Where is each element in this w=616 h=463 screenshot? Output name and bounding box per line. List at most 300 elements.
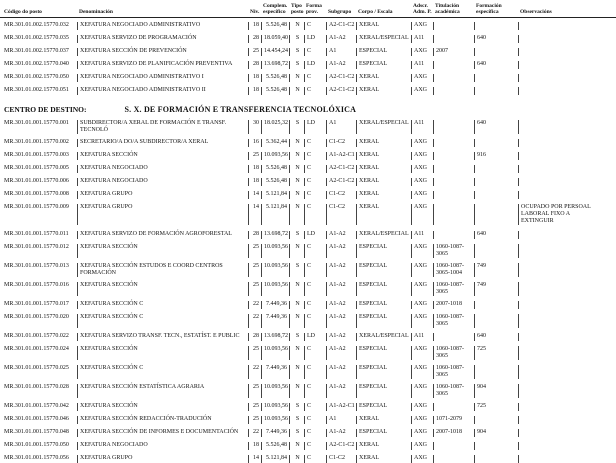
cell-niv: 30 bbox=[248, 120, 261, 134]
cell-titulacion bbox=[433, 139, 474, 147]
cell-subgrupo: A1-A2 bbox=[326, 429, 356, 437]
cell-formacion: 749 bbox=[474, 282, 518, 296]
table-row bbox=[0, 87, 616, 95]
cell-denominacion: XEFATURA SECCIÓN DE PREVENCIÓN bbox=[77, 48, 248, 56]
cell-niv: 22 bbox=[248, 301, 261, 309]
cell-adscr: AXG bbox=[411, 22, 433, 30]
cell-observacions bbox=[518, 22, 616, 30]
cell-titulacion bbox=[433, 204, 474, 225]
cell-observacions bbox=[518, 87, 616, 95]
centro-de-destino-title: S. X. DE FORMACIÓN E TRANSFERENCIA TECNOLÓXICA bbox=[124, 105, 357, 114]
cell-titulacion bbox=[433, 403, 474, 411]
cell-titulacion: 1060-1087-3065 bbox=[433, 384, 474, 398]
cell-codigo: MR.301.01.002.15770.032 bbox=[4, 22, 69, 28]
cell-complem: 10.093,56 bbox=[261, 244, 289, 258]
cell-denominacion: XEFATURA GRUPO bbox=[77, 204, 248, 225]
cell-observacions bbox=[518, 301, 616, 309]
cell-adscr: AXG bbox=[411, 282, 433, 296]
cell-corpo: XERAL bbox=[356, 22, 411, 30]
col-header-corpo: Corpo / Escala bbox=[358, 9, 393, 15]
cell-complem: 10.093,56 bbox=[261, 384, 289, 398]
cell-niv: 14 bbox=[248, 191, 261, 199]
cell-observacions bbox=[518, 231, 616, 239]
cell-forma: C bbox=[304, 442, 326, 450]
cell-codigo: MR.301.01.001.15770.020 bbox=[4, 314, 69, 320]
cell-forma: C bbox=[304, 365, 326, 379]
table-row bbox=[0, 61, 616, 69]
cell-subgrupo: A1-A2 bbox=[326, 346, 356, 360]
table-row bbox=[0, 416, 616, 424]
cell-observacions bbox=[518, 365, 616, 379]
cell-forma: C bbox=[304, 152, 326, 160]
cell-observacions bbox=[518, 416, 616, 424]
cell-adscr: AXG bbox=[411, 152, 433, 160]
cell-niv: 25 bbox=[248, 263, 261, 277]
cell-forma: C bbox=[304, 165, 326, 173]
cell-titulacion bbox=[433, 191, 474, 199]
cell-formacion bbox=[474, 139, 518, 147]
cell-subgrupo: A1-A2 bbox=[326, 35, 356, 43]
cell-complem: 18.059,40 bbox=[261, 35, 289, 43]
table-row bbox=[0, 455, 616, 463]
cell-corpo: XERAL bbox=[356, 87, 411, 95]
cell-subgrupo: A1 bbox=[326, 48, 356, 56]
cell-complem: 10.093,56 bbox=[261, 403, 289, 411]
cell-formacion bbox=[474, 244, 518, 258]
cell-complem: 5.526,48 bbox=[261, 178, 289, 186]
table-row bbox=[0, 48, 616, 56]
cell-niv: 28 bbox=[248, 333, 261, 341]
cell-titulacion bbox=[433, 178, 474, 186]
table-row bbox=[0, 152, 616, 160]
cell-denominacion: XEFATURA SECCIÓN ESTUDOS E COORD CENTROS FORMACIÓN bbox=[77, 263, 248, 277]
cell-subgrupo: A2-C1-C2 bbox=[326, 178, 356, 186]
cell-tipo: N bbox=[289, 346, 304, 360]
cell-forma: LD bbox=[304, 35, 326, 43]
cell-subgrupo: A1-A2 bbox=[326, 314, 356, 328]
cell-formacion: 640 bbox=[474, 333, 518, 341]
col-header-tipo: Tipo posto bbox=[291, 3, 304, 15]
cell-formacion: 640 bbox=[474, 231, 518, 239]
cell-tipo: N bbox=[289, 204, 304, 225]
cell-forma: LD bbox=[304, 120, 326, 134]
cell-forma: C bbox=[304, 191, 326, 199]
table-row bbox=[0, 365, 616, 379]
cell-subgrupo: A1-A2-C1 bbox=[326, 403, 356, 411]
cell-adscr: AXG bbox=[411, 429, 433, 437]
cell-complem: 7.449,36 bbox=[261, 429, 289, 437]
cell-forma: C bbox=[304, 301, 326, 309]
cell-corpo: XERAL bbox=[356, 455, 411, 463]
cell-codigo: MR.301.01.001.15770.017 bbox=[4, 301, 69, 307]
cell-niv: 18 bbox=[248, 178, 261, 186]
cell-subgrupo: A2-C1-C2 bbox=[326, 442, 356, 450]
section-formacion-rows bbox=[0, 120, 616, 463]
cell-codigo: MR.301.01.001.15770.011 bbox=[4, 231, 69, 237]
table-row bbox=[0, 346, 616, 360]
cell-observacions bbox=[518, 403, 616, 411]
cell-corpo: XERAL/ESPECIAL bbox=[356, 333, 411, 341]
cell-tipo: S bbox=[289, 35, 304, 43]
table-row bbox=[0, 22, 616, 30]
cell-forma: C bbox=[304, 204, 326, 225]
cell-subgrupo: C1-C2 bbox=[326, 139, 356, 147]
cell-corpo: XERAL bbox=[356, 152, 411, 160]
cell-tipo: S bbox=[289, 403, 304, 411]
cell-titulacion bbox=[433, 74, 474, 82]
cell-codigo: MR.301.01.001.15770.005 bbox=[4, 165, 69, 171]
cell-forma: LD bbox=[304, 231, 326, 239]
cell-forma: LD bbox=[304, 61, 326, 69]
cell-denominacion: XEFATURA NEGOCIADO bbox=[77, 165, 248, 173]
cell-niv: 25 bbox=[248, 48, 261, 56]
cell-codigo: MR.301.01.002.15770.035 bbox=[4, 35, 69, 41]
cell-niv: 28 bbox=[248, 61, 261, 69]
cell-forma: C bbox=[304, 139, 326, 147]
cell-formacion bbox=[474, 48, 518, 56]
cell-complem: 10.093,56 bbox=[261, 282, 289, 296]
cell-tipo: S bbox=[289, 333, 304, 341]
cell-niv: 22 bbox=[248, 429, 261, 437]
cell-complem: 10.093,56 bbox=[261, 152, 289, 160]
cell-corpo: XERAL bbox=[356, 178, 411, 186]
col-header-adscr: Adscr. Adm. P. bbox=[413, 3, 432, 15]
cell-formacion: 725 bbox=[474, 346, 518, 360]
cell-denominacion: XEFATURA SERVIZO DE PLANIFICACIÓN PREVENTIVA bbox=[77, 61, 248, 69]
cell-codigo: MR.301.01.001.15770.048 bbox=[4, 429, 69, 435]
cell-titulacion bbox=[433, 120, 474, 134]
cell-tipo: N bbox=[289, 314, 304, 328]
table-row bbox=[0, 403, 616, 411]
cell-corpo: XERAL bbox=[356, 442, 411, 450]
cell-tipo: S bbox=[289, 429, 304, 437]
cell-corpo: ESPECIAL bbox=[356, 48, 411, 56]
cell-niv: 28 bbox=[248, 231, 261, 239]
cell-codigo: MR.301.01.002.15770.037 bbox=[4, 48, 69, 54]
cell-complem: 14.454,24 bbox=[261, 48, 289, 56]
cell-adscr: A11 bbox=[411, 61, 433, 69]
table-row bbox=[0, 314, 616, 328]
cell-tipo: N bbox=[289, 22, 304, 30]
table-row bbox=[0, 244, 616, 258]
cell-corpo: ESPECIAL bbox=[356, 314, 411, 328]
cell-corpo: ESPECIAL bbox=[356, 403, 411, 411]
cell-subgrupo: A2-C1-C2 bbox=[326, 87, 356, 95]
cell-observacions bbox=[518, 191, 616, 199]
table-row bbox=[0, 35, 616, 43]
cell-adscr: AXG bbox=[411, 314, 433, 328]
cell-observacions bbox=[518, 442, 616, 450]
cell-titulacion bbox=[433, 35, 474, 43]
observacions-text: OCUPADO POR PERSOAL LABORAL FIXO A EXTINGUIR bbox=[521, 204, 591, 224]
cell-niv: 25 bbox=[248, 384, 261, 398]
cell-forma: C bbox=[304, 244, 326, 258]
table-row bbox=[0, 191, 616, 199]
cell-complem: 7.449,36 bbox=[261, 314, 289, 328]
table-row bbox=[0, 139, 616, 147]
cell-denominacion: XEFATURA NEGOCIADO ADMINISTRATIVO bbox=[77, 22, 248, 30]
cell-adscr: AXG bbox=[411, 365, 433, 379]
cell-corpo: XERAL bbox=[356, 191, 411, 199]
cell-forma: C bbox=[304, 87, 326, 95]
cell-denominacion: XEFATURA SECCIÓN C bbox=[77, 314, 248, 328]
cell-denominacion: SUBDIRECTOR/A XERAL DE FORMACIÓN E TRANSF. TECNOLÓ bbox=[77, 120, 248, 134]
col-header-niv: Niv. bbox=[250, 9, 260, 15]
cell-tipo: S bbox=[289, 120, 304, 134]
cell-subgrupo: A1-A2 bbox=[326, 231, 356, 239]
cell-denominacion: XEFATURA SECCIÓN REDACCIÓN-TRADUCIÓN bbox=[77, 416, 248, 424]
cell-forma: C bbox=[304, 455, 326, 463]
col-header-observacions: Observacións bbox=[520, 9, 552, 15]
cell-denominacion: XEFATURA SECCIÓN bbox=[77, 282, 248, 296]
cell-tipo: N bbox=[289, 178, 304, 186]
cell-denominacion: XEFATURA SECCIÓN C bbox=[77, 365, 248, 379]
cell-subgrupo: A1 bbox=[326, 120, 356, 134]
cell-observacions bbox=[518, 263, 616, 277]
cell-adscr: AXG bbox=[411, 178, 433, 186]
cell-observacions bbox=[518, 152, 616, 160]
cell-denominacion: XEFATURA SERVIZO DE FORMACIÓN AGROFORESTAL bbox=[77, 231, 248, 239]
cell-corpo: ESPECIAL bbox=[356, 346, 411, 360]
cell-codigo: MR.301.01.002.15770.040 bbox=[4, 61, 69, 67]
cell-corpo: XERAL bbox=[356, 74, 411, 82]
cell-tipo: N bbox=[289, 442, 304, 450]
cell-complem: 5.526,48 bbox=[261, 22, 289, 30]
cell-codigo: MR.301.01.001.15770.006 bbox=[4, 178, 69, 184]
cell-niv: 25 bbox=[248, 403, 261, 411]
cell-tipo: N bbox=[289, 87, 304, 95]
cell-codigo: MR.301.01.001.15770.016 bbox=[4, 282, 69, 288]
cell-formacion bbox=[474, 442, 518, 450]
cell-titulacion: 2007 bbox=[433, 48, 474, 56]
cell-corpo: XERAL bbox=[356, 416, 411, 424]
cell-adscr: AXG bbox=[411, 48, 433, 56]
cell-adscr: AXG bbox=[411, 191, 433, 199]
cell-corpo: XERAL bbox=[356, 139, 411, 147]
cell-adscr: A11 bbox=[411, 120, 433, 134]
cell-observacions bbox=[518, 455, 616, 463]
cell-codigo: MR.301.01.001.15770.001 bbox=[4, 120, 69, 126]
cell-formacion bbox=[474, 74, 518, 82]
cell-denominacion: XEFATURA GRUPO bbox=[77, 455, 248, 463]
cell-corpo: ESPECIAL bbox=[356, 244, 411, 258]
cell-denominacion: XEFATURA SECCIÓN bbox=[77, 244, 248, 258]
cell-adscr: AXG bbox=[411, 204, 433, 225]
cell-complem: 5.121,84 bbox=[261, 204, 289, 225]
cell-complem: 5.526,48 bbox=[261, 165, 289, 173]
cell-adscr: AXG bbox=[411, 384, 433, 398]
cell-denominacion: XEFATURA SECCIÓN bbox=[77, 346, 248, 360]
cell-denominacion: XEFATURA SECCIÓN bbox=[77, 403, 248, 411]
cell-niv: 22 bbox=[248, 365, 261, 379]
cell-formacion bbox=[474, 165, 518, 173]
cell-tipo: S bbox=[289, 416, 304, 424]
cell-subgrupo: A1-A2 bbox=[326, 365, 356, 379]
cell-corpo: XERAL bbox=[356, 165, 411, 173]
cell-forma: C bbox=[304, 346, 326, 360]
cell-adscr: AXG bbox=[411, 403, 433, 411]
table-row bbox=[0, 429, 616, 437]
cell-niv: 14 bbox=[248, 204, 261, 225]
cell-codigo: MR.301.01.001.15770.022 bbox=[4, 333, 69, 339]
cell-corpo: ESPECIAL bbox=[356, 429, 411, 437]
cell-forma: C bbox=[304, 263, 326, 277]
cell-niv: 16 bbox=[248, 139, 261, 147]
cell-subgrupo: C1-C2 bbox=[326, 204, 356, 225]
cell-titulacion bbox=[433, 231, 474, 239]
cell-complem: 13.698,72 bbox=[261, 333, 289, 341]
cell-codigo: MR.301.01.001.15770.056 bbox=[4, 455, 69, 461]
cell-observacions bbox=[518, 333, 616, 341]
cell-titulacion: 2007-1018 bbox=[433, 429, 474, 437]
cell-niv: 18 bbox=[248, 165, 261, 173]
cell-niv: 18 bbox=[248, 74, 261, 82]
cell-observacions bbox=[518, 282, 616, 296]
cell-subgrupo: A2-C1-C2 bbox=[326, 165, 356, 173]
cell-niv: 25 bbox=[248, 244, 261, 258]
cell-observacions bbox=[518, 120, 616, 134]
cell-complem: 10.093,56 bbox=[261, 263, 289, 277]
table-row bbox=[0, 165, 616, 173]
cell-adscr: AXG bbox=[411, 263, 433, 277]
cell-tipo: S bbox=[289, 48, 304, 56]
cell-observacions bbox=[518, 429, 616, 437]
cell-complem: 5.121,84 bbox=[261, 455, 289, 463]
cell-adscr: AXG bbox=[411, 244, 433, 258]
cell-formacion bbox=[474, 365, 518, 379]
cell-subgrupo: A1-A2 bbox=[326, 282, 356, 296]
table-row bbox=[0, 384, 616, 398]
cell-adscr: AXG bbox=[411, 416, 433, 424]
cell-subgrupo: A1-A2 bbox=[326, 61, 356, 69]
cell-formacion: 916 bbox=[474, 152, 518, 160]
cell-forma: C bbox=[304, 48, 326, 56]
cell-formacion: 904 bbox=[474, 384, 518, 398]
cell-complem: 18.025,32 bbox=[261, 120, 289, 134]
cell-subgrupo: A1-A2 bbox=[326, 333, 356, 341]
col-header-codigo: Código do posto bbox=[4, 9, 42, 15]
cell-corpo: XERAL/ESPECIAL bbox=[356, 231, 411, 239]
cell-subgrupo: A1-A2-C1 bbox=[326, 152, 356, 160]
cell-complem: 5.121,84 bbox=[261, 191, 289, 199]
cell-observacions bbox=[518, 139, 616, 147]
cell-complem: 5.526,48 bbox=[261, 87, 289, 95]
cell-niv: 18 bbox=[248, 22, 261, 30]
cell-titulacion bbox=[433, 152, 474, 160]
cell-codigo: MR.301.01.002.15770.050 bbox=[4, 74, 69, 80]
cell-formacion: 904 bbox=[474, 429, 518, 437]
cell-titulacion: 1060-1087-3065-1004 bbox=[433, 263, 474, 277]
cell-corpo: XERAL/ESPECIAL bbox=[356, 35, 411, 43]
cell-corpo: ESPECIAL bbox=[356, 384, 411, 398]
col-header-formacion: Formación específica bbox=[476, 3, 502, 15]
cell-tipo: S bbox=[289, 231, 304, 239]
cell-titulacion bbox=[433, 87, 474, 95]
table-row bbox=[0, 231, 616, 239]
cell-tipo: N bbox=[289, 165, 304, 173]
cell-forma: C bbox=[304, 384, 326, 398]
cell-titulacion: 1060-1087-3065 bbox=[433, 244, 474, 258]
cell-denominacion: XEFATURA SECCIÓN DE INFORMES E DOCUMENTACIÓN bbox=[77, 429, 248, 437]
cell-formacion bbox=[474, 178, 518, 186]
col-header-titulacion: Titulación académica bbox=[435, 3, 460, 15]
cell-complem: 13.698,72 bbox=[261, 61, 289, 69]
cell-subgrupo: A1-A2 bbox=[326, 244, 356, 258]
cell-codigo: MR.301.01.001.15770.013 bbox=[4, 263, 69, 269]
cell-formacion: 725 bbox=[474, 403, 518, 411]
cell-tipo: N bbox=[289, 152, 304, 160]
cell-adscr: AXG bbox=[411, 139, 433, 147]
table-row bbox=[0, 178, 616, 186]
cell-complem: 5.526,48 bbox=[261, 74, 289, 82]
cell-codigo: MR.301.01.001.15770.012 bbox=[4, 244, 69, 250]
cell-niv: 25 bbox=[248, 346, 261, 360]
cell-corpo: ESPECIAL bbox=[356, 263, 411, 277]
cell-observacions bbox=[518, 35, 616, 43]
section-upper-rows bbox=[0, 22, 616, 95]
cell-tipo: N bbox=[289, 301, 304, 309]
cell-adscr: A11 bbox=[411, 231, 433, 239]
cell-niv: 18 bbox=[248, 442, 261, 450]
cell-tipo: N bbox=[289, 365, 304, 379]
cell-forma: C bbox=[304, 314, 326, 328]
cell-formacion bbox=[474, 22, 518, 30]
cell-complem: 5.526,48 bbox=[261, 442, 289, 450]
cell-observacions bbox=[518, 314, 616, 328]
cell-denominacion: XEFATURA GRUPO bbox=[77, 191, 248, 199]
cell-subgrupo: A1-A2 bbox=[326, 263, 356, 277]
cell-adscr: A11 bbox=[411, 35, 433, 43]
cell-niv: 25 bbox=[248, 152, 261, 160]
cell-codigo: MR.301.01.001.15770.046 bbox=[4, 416, 69, 422]
cell-codigo: MR.301.01.001.15770.028 bbox=[4, 384, 69, 390]
table-row bbox=[0, 442, 616, 450]
cell-adscr: AXG bbox=[411, 346, 433, 360]
cell-subgrupo: A1 bbox=[326, 416, 356, 424]
cell-corpo: XERAL/ESPECIAL bbox=[356, 120, 411, 134]
cell-corpo: ESPECIAL bbox=[356, 282, 411, 296]
table-row bbox=[0, 282, 616, 296]
cell-subgrupo: C1-C2 bbox=[326, 191, 356, 199]
cell-niv: 14 bbox=[248, 455, 261, 463]
cell-denominacion: XEFATURA SECCIÓN ESTATÍSTICA AGRARIA bbox=[77, 384, 248, 398]
cell-codigo: MR.301.01.001.15770.008 bbox=[4, 191, 69, 197]
table-header-row bbox=[0, 3, 616, 18]
cell-adscr: AXG bbox=[411, 74, 433, 82]
cell-forma: C bbox=[304, 22, 326, 30]
cell-tipo: S bbox=[289, 263, 304, 277]
cell-observacions bbox=[518, 346, 616, 360]
cell-niv: 28 bbox=[248, 35, 261, 43]
cell-corpo: ESPECIAL bbox=[356, 301, 411, 309]
cell-observacions bbox=[518, 61, 616, 69]
cell-observacions bbox=[518, 384, 616, 398]
cell-observacions bbox=[518, 165, 616, 173]
cell-formacion bbox=[474, 87, 518, 95]
cell-denominacion: SECRETARIO/A DO/A SUBDIRECTOR/A XERAL bbox=[77, 139, 248, 147]
cell-corpo: XERAL bbox=[356, 204, 411, 225]
cell-tipo: N bbox=[289, 384, 304, 398]
cell-observacions bbox=[518, 204, 616, 225]
table-row bbox=[0, 301, 616, 309]
cell-subgrupo: A2-C1-C2 bbox=[326, 22, 356, 30]
cell-corpo: ESPECIAL bbox=[356, 365, 411, 379]
table-row bbox=[0, 74, 616, 82]
cell-titulacion bbox=[433, 333, 474, 341]
cell-denominacion: XEFATURA SECCIÓN C bbox=[77, 301, 248, 309]
cell-titulacion bbox=[433, 455, 474, 463]
cell-complem: 7.449,36 bbox=[261, 301, 289, 309]
